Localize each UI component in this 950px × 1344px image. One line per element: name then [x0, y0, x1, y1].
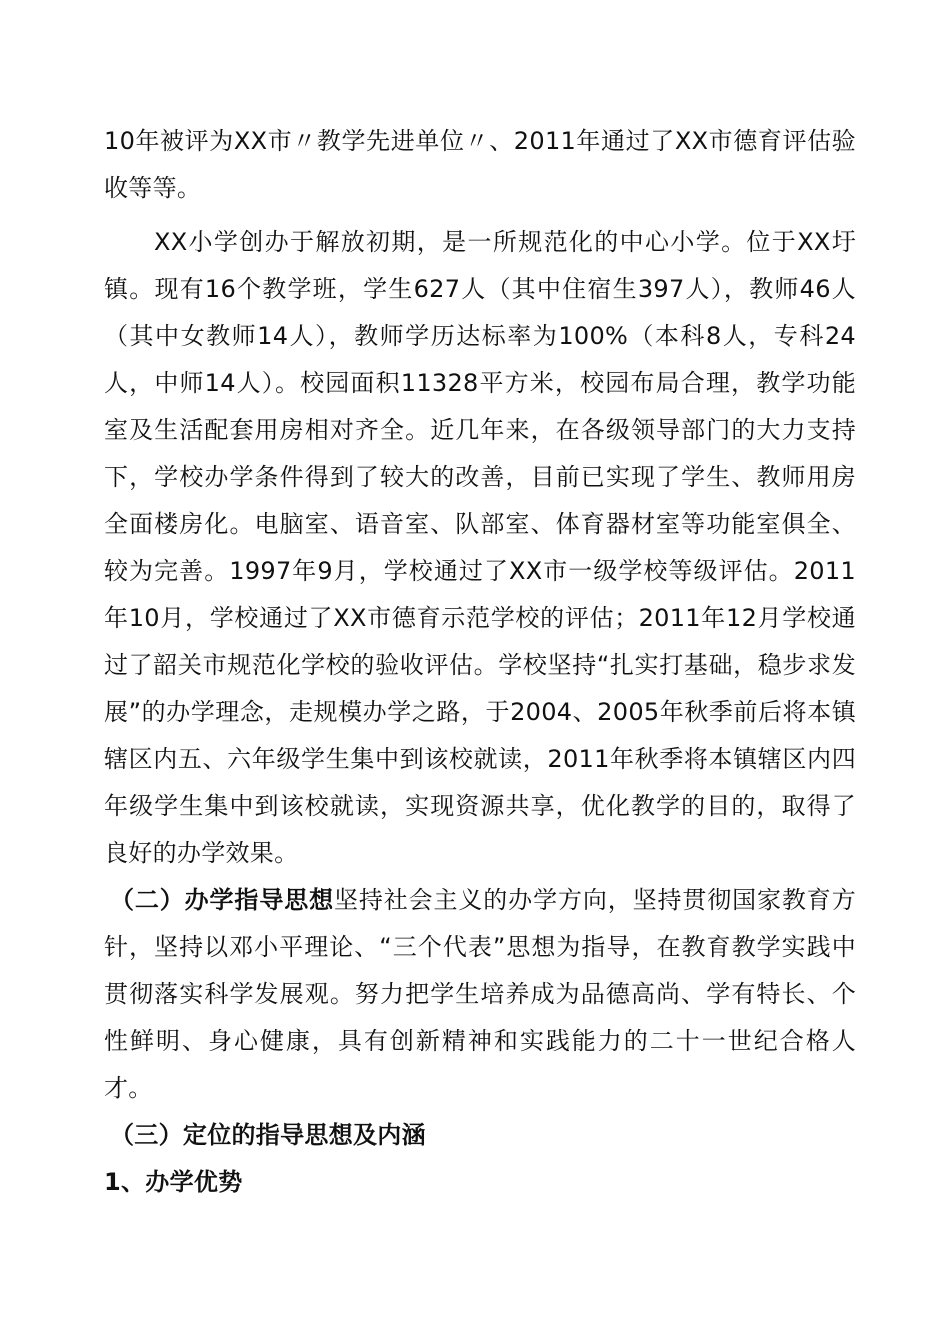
- guiding-philosophy-body: 坚持社会主义的办学方向，坚持贯彻国家教育方针，坚持以邓小平理论、“三个代表”思想为指导，在教育教学实践中贯彻落实科学发展观。努力把学生培养成为品德高尚、学有特长、个性鲜明、身心健康，具有创新精神和实践能力的二十一世纪合格人才。: [104, 886, 856, 1102]
- section-heading-guiding-philosophy: （二）办学指导思想: [110, 886, 334, 914]
- document-page: [104, 118, 856, 1206]
- intro-tail-paragraph: 10年被评为XX市〃教学先进单位〃、2011年通过了XX市德育评估验收等等。: [104, 127, 856, 202]
- section-heading-positioning: （三）定位的指导思想及内涵: [110, 1121, 426, 1149]
- school-profile-paragraph: XX小学创办于解放初期，是一所规范化的中心小学。位于XX圩镇。现有16个教学班，学生627人（其中住宿生397人），教师46人（其中女教师14人），教师学历达标率为100%（本科8人，专科24人，中师14人）。校园面积11328平方米，校园布局合理，教学功能室及生活配套用房相对齐全。近几年来，在各级领导部门的大力支持下，学校办学条件得到了较大的改善，目前已实现了学生、教师用房全面楼房化。电脑室、语音室、队部室、体育器材室等功能室俱全、较为完善。1997年9月，学校通过了XX市一级学校等级评估。2011年10月，学校通过了XX市德育示范学校的评估；2011年12月学校通过了韶关市规范化学校的验收评估。学校坚持“扎实打基础，稳步求发展”的办学理念，走规模办学之路，于2004、2005年秋季前后将本镇辖区内五、六年级学生集中到该校就读，2011年秋季将本镇辖区内四年级学生集中到该校就读，实现资源共享，优化教学的目的，取得了良好的办学效果。: [104, 228, 856, 867]
- guiding-philosophy-paragraph: [104, 877, 856, 1112]
- subsection-heading-advantages: 1、办学优势: [104, 1168, 243, 1196]
